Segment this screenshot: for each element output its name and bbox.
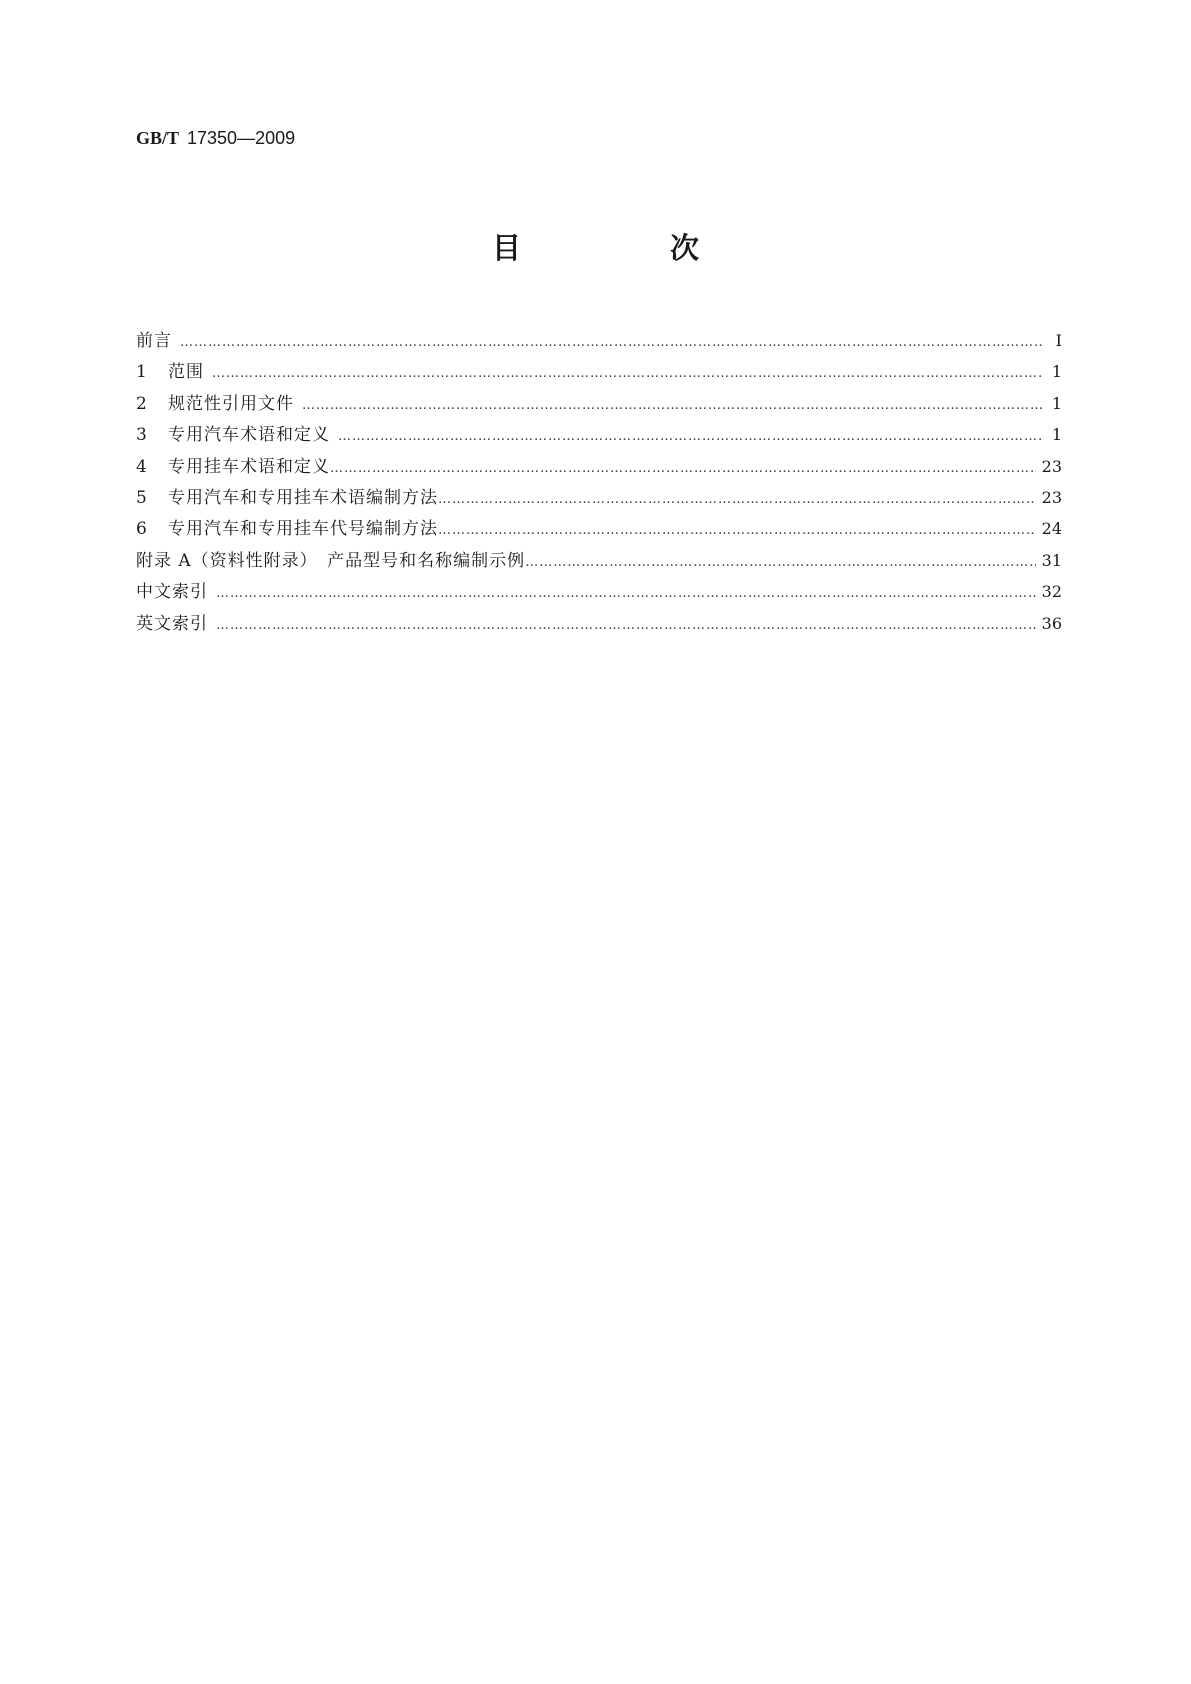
toc-entry-annex-a[interactable]: [136, 546, 1062, 577]
toc-entry-page: 23: [1041, 456, 1062, 476]
toc-entry-title: 专用挂车术语和定义: [168, 456, 330, 477]
toc-entry-english-index[interactable]: [136, 609, 1062, 640]
toc-entry-number: 5: [136, 487, 147, 508]
toc-entry-page: 31: [1041, 550, 1062, 570]
standard-prefix: GB/T: [136, 128, 180, 148]
toc-entry-title: 英文索引: [136, 613, 208, 634]
toc-leader-dots: [212, 366, 1042, 381]
toc-entry-number: 6: [136, 519, 147, 540]
toc-entry-page: 23: [1041, 487, 1062, 507]
toc-entry-title: 范围: [168, 362, 204, 383]
toc-entry-chinese-index[interactable]: [136, 577, 1062, 608]
toc-entry-number: 4: [136, 456, 147, 477]
page-title: 目 次: [491, 231, 759, 265]
toc-entry-page: 1: [1051, 425, 1062, 445]
toc-entry-foreword[interactable]: [136, 326, 1062, 357]
toc-entry-number: 1: [136, 362, 147, 383]
toc-leader-dots: [338, 429, 1042, 444]
toc-leader-dots: [180, 335, 1042, 350]
toc-leader-dots: [216, 618, 1036, 633]
toc-leader-dots: [525, 555, 1035, 570]
toc-entry-page: 1: [1051, 393, 1062, 413]
standard-code: [136, 128, 295, 149]
toc-leader-dots: [216, 586, 1036, 601]
toc-entry-title: 规范性引用文件: [168, 393, 294, 414]
toc-entry-trailer-terms[interactable]: [136, 452, 1062, 483]
toc-entry-page: 36: [1041, 613, 1062, 633]
toc-entry-number: 3: [136, 425, 147, 446]
toc-leader-dots: [302, 398, 1042, 413]
toc-leader-dots: [438, 523, 1036, 538]
toc-leader-dots: [330, 461, 1036, 476]
toc-entry-scope[interactable]: [136, 357, 1062, 388]
toc-entry-page: 32: [1041, 582, 1062, 602]
toc-entry-page: 24: [1041, 519, 1062, 539]
toc-entry-term-compilation[interactable]: [136, 483, 1062, 514]
toc-entry-page: 1: [1051, 362, 1062, 382]
toc-entry-vehicle-terms[interactable]: [136, 420, 1062, 451]
standard-number: 17350—2009: [187, 128, 296, 148]
toc-entry-title: 专用汽车和专用挂车代号编制方法: [168, 519, 438, 540]
toc-entry-title: 专用汽车术语和定义: [168, 425, 330, 446]
toc-entry-normative-references[interactable]: [136, 389, 1062, 420]
table-of-contents: [136, 326, 1062, 640]
toc-entry-title: 附录 A（资料性附录） 产品型号和名称编制示例: [136, 550, 526, 571]
toc-leader-dots: [438, 492, 1036, 507]
toc-entry-code-compilation[interactable]: [136, 514, 1062, 545]
toc-entry-number: 2: [136, 393, 147, 414]
toc-entry-page: Ⅰ: [1055, 331, 1062, 350]
toc-entry-title: 中文索引: [136, 582, 208, 603]
toc-entry-title: 专用汽车和专用挂车术语编制方法: [168, 487, 438, 508]
toc-entry-title: 前言: [136, 331, 172, 351]
